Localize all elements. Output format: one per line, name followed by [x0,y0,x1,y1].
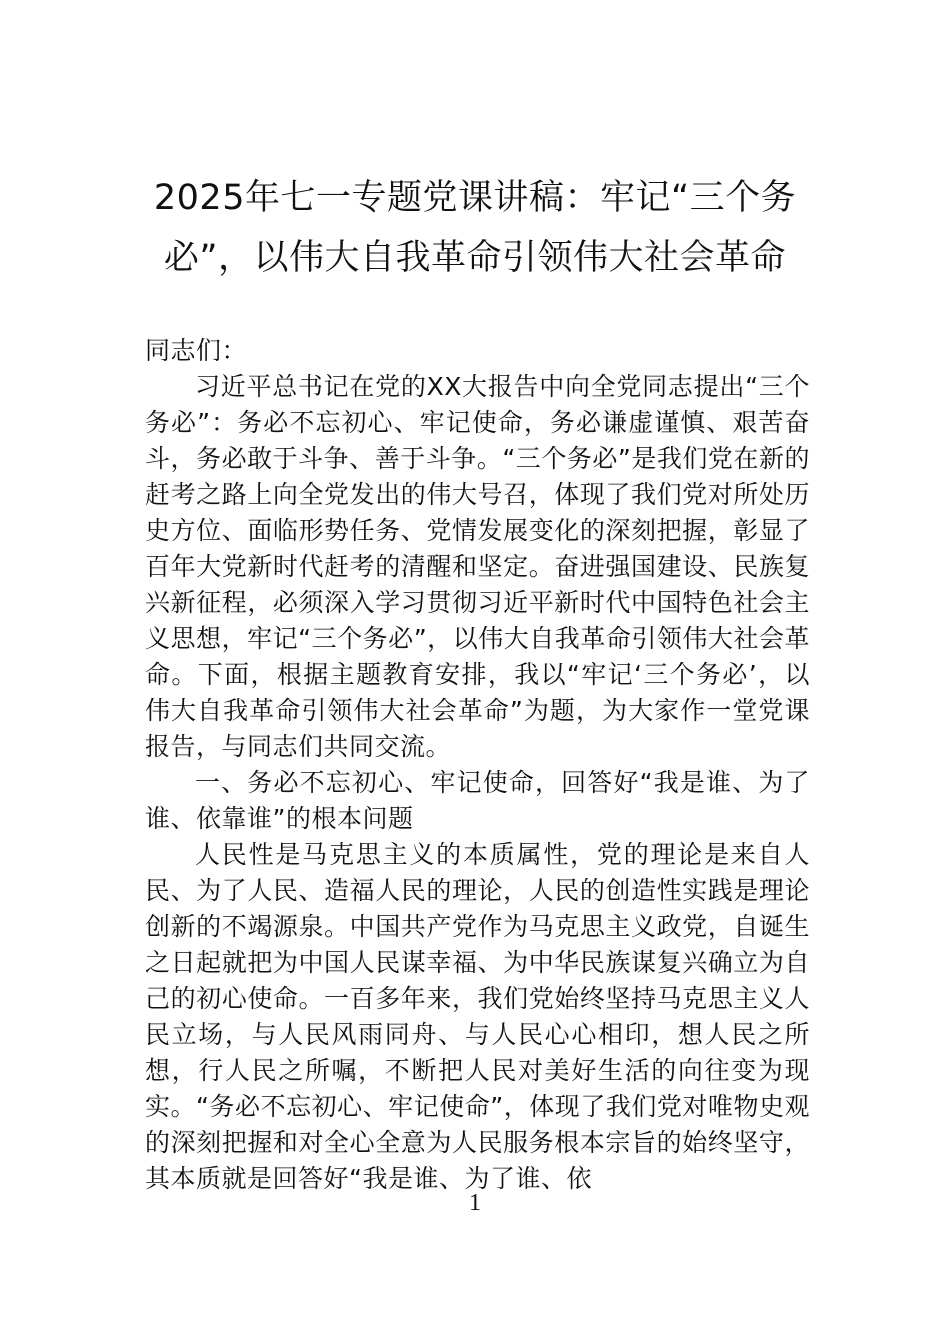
document-title [140,168,810,288]
title-line-1: 2025年七一专题党课讲稿：牢记“三个务 [153,178,797,218]
greeting: 同志们： [145,336,248,365]
intro-paragraph: 习近平总书记在党的XX大报告中向全党同志提出“三个务必”：务必不忘初心、牢记使命，务必谦虚谨慎、艰苦奋斗，务必敢于斗争、善于斗争。“三个务必”是我们党在新的赶考之路上向全党发出的伟大号召，体现了我们党对所处历史方位、面临形势任务、党情发展变化的深刻把握，彰显了百年大党新时代赶考的清醒和坚定。奋进强国建设、民族复兴新征程，必须深入学习贯彻习近平新时代中国特色社会主义思想，牢记“三个务必”，以伟大自我革命引领伟大社会革命。下面，根据主题教育安排，我以“牢记‘三个务必’，以伟大自我革命引领伟大社会革命”为题，为大家作一堂党课报告，与同志们共同交流。 [145,372,810,761]
section-heading-1: 一、务必不忘初心、牢记使命，回答好“我是谁、为了谁、依靠谁”的根本问题 [145,768,810,833]
body-paragraph: 人民性是马克思主义的本质属性，党的理论是来自人民、为了人民、造福人民的理论，人民的创造性实践是理论创新的不竭源泉。中国共产党作为马克思主义政党，自诞生之日起就把为中国人民谋幸福、为中华民族谋复兴确立为自己的初心使命。一百多年来，我们党始终坚持马克思主义人民立场，与人民风雨同舟、与人民心心相印，想人民之所想，行人民之所嘱，不断把人民对美好生活的向往变为现实。“务必不忘初心、牢记使命”，体现了我们党对唯物史观的深刻把握和对全心全意为人民服务根本宗旨的始终坚守，其本质就是回答好“我是谁、为了谁、依 [145,840,810,1193]
document-body [145,333,810,1197]
title-line-2: 必”，以伟大自我革命引领伟大社会革命 [163,238,787,278]
page-number: 1 [469,1190,481,1216]
